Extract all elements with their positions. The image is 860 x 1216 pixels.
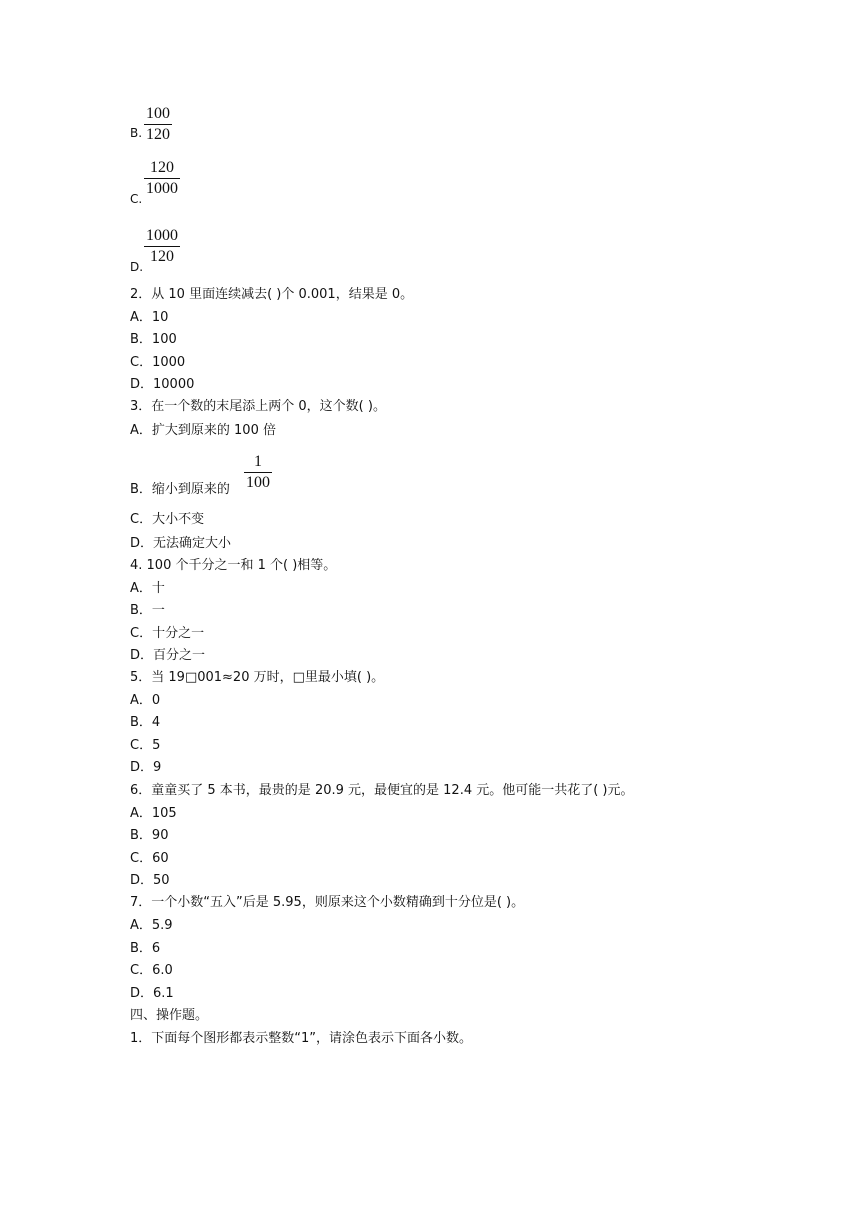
q5-option-b: B．4 (130, 715, 161, 730)
q1-option-c (130, 158, 200, 206)
section-4-heading: 四、操作题。 (130, 1008, 209, 1023)
question-5: 5．当 19□001≈20 万时，□里最小填( )。 (130, 670, 385, 685)
denominator: 1000 (146, 180, 178, 197)
denominator: 120 (146, 126, 170, 143)
q5-option-a: A．0 (130, 693, 161, 708)
fraction (144, 158, 180, 199)
q1-option-b (130, 104, 190, 148)
question-2: 2．从 10 里面连续减去( )个 0.001，结果是 0。 (130, 287, 414, 302)
option-label: B. (130, 126, 143, 140)
q2-option-c: C．1000 (130, 355, 186, 370)
denominator: 120 (150, 248, 174, 265)
q4-option-b: B．一 (130, 603, 165, 618)
numerator: 120 (150, 159, 174, 176)
option-label: D. (130, 260, 144, 274)
question-6: 6．童童买了 5 本书，最贵的是 20.9 元，最便宜的是 12.4 元。他可能一共花了( )元。 (130, 783, 634, 798)
question-4: 4. 100 个千分之一和 1 个( )相等。 (130, 558, 337, 573)
q5-option-d: D．9 (130, 760, 162, 775)
q7-option-d: D．6.1 (130, 986, 174, 1001)
q2-option-d: D．10000 (130, 377, 195, 392)
q4-option-a: A．十 (130, 581, 165, 596)
question-7: 7．一个小数“五入”后是 5.95，则原来这个小数精确到十分位是( )。 (130, 895, 525, 910)
q6-option-d: D．50 (130, 873, 170, 888)
q3-option-b-fraction (244, 452, 272, 493)
question-3: 3．在一个数的末尾添上两个 0，这个数( )。 (130, 399, 386, 414)
q3-option-a: A．扩大到原来的 100 倍 (130, 423, 276, 438)
q3-option-d: D．无法确定大小 (130, 536, 232, 551)
q2-option-a: A．10 (130, 310, 169, 325)
option-label: C. (130, 192, 143, 206)
q4-option-d: D．百分之一 (130, 648, 206, 663)
section-4-question-1: 1．下面每个图形都表示整数“1”，请涂色表示下面各小数。 (130, 1031, 473, 1046)
numerator: 1 (254, 453, 262, 470)
q6-option-c: C．60 (130, 851, 169, 866)
numerator: 1000 (146, 227, 178, 244)
q7-option-c: C．6.0 (130, 963, 173, 978)
q2-option-b: B．100 (130, 332, 177, 347)
fraction (144, 226, 180, 267)
q7-option-a: A．5.9 (130, 918, 173, 933)
q3-option-b: B．缩小到原来的 (130, 482, 230, 497)
q3-option-c: C．大小不变 (130, 512, 205, 527)
q5-option-c: C．5 (130, 738, 161, 753)
denominator: 100 (246, 474, 270, 491)
q1-option-d (130, 226, 200, 274)
numerator: 100 (146, 105, 170, 122)
fraction (144, 104, 172, 145)
q4-option-c: C．十分之一 (130, 626, 205, 641)
q6-option-a: A．105 (130, 806, 177, 821)
q7-option-b: B．6 (130, 941, 161, 956)
q6-option-b: B．90 (130, 828, 169, 843)
